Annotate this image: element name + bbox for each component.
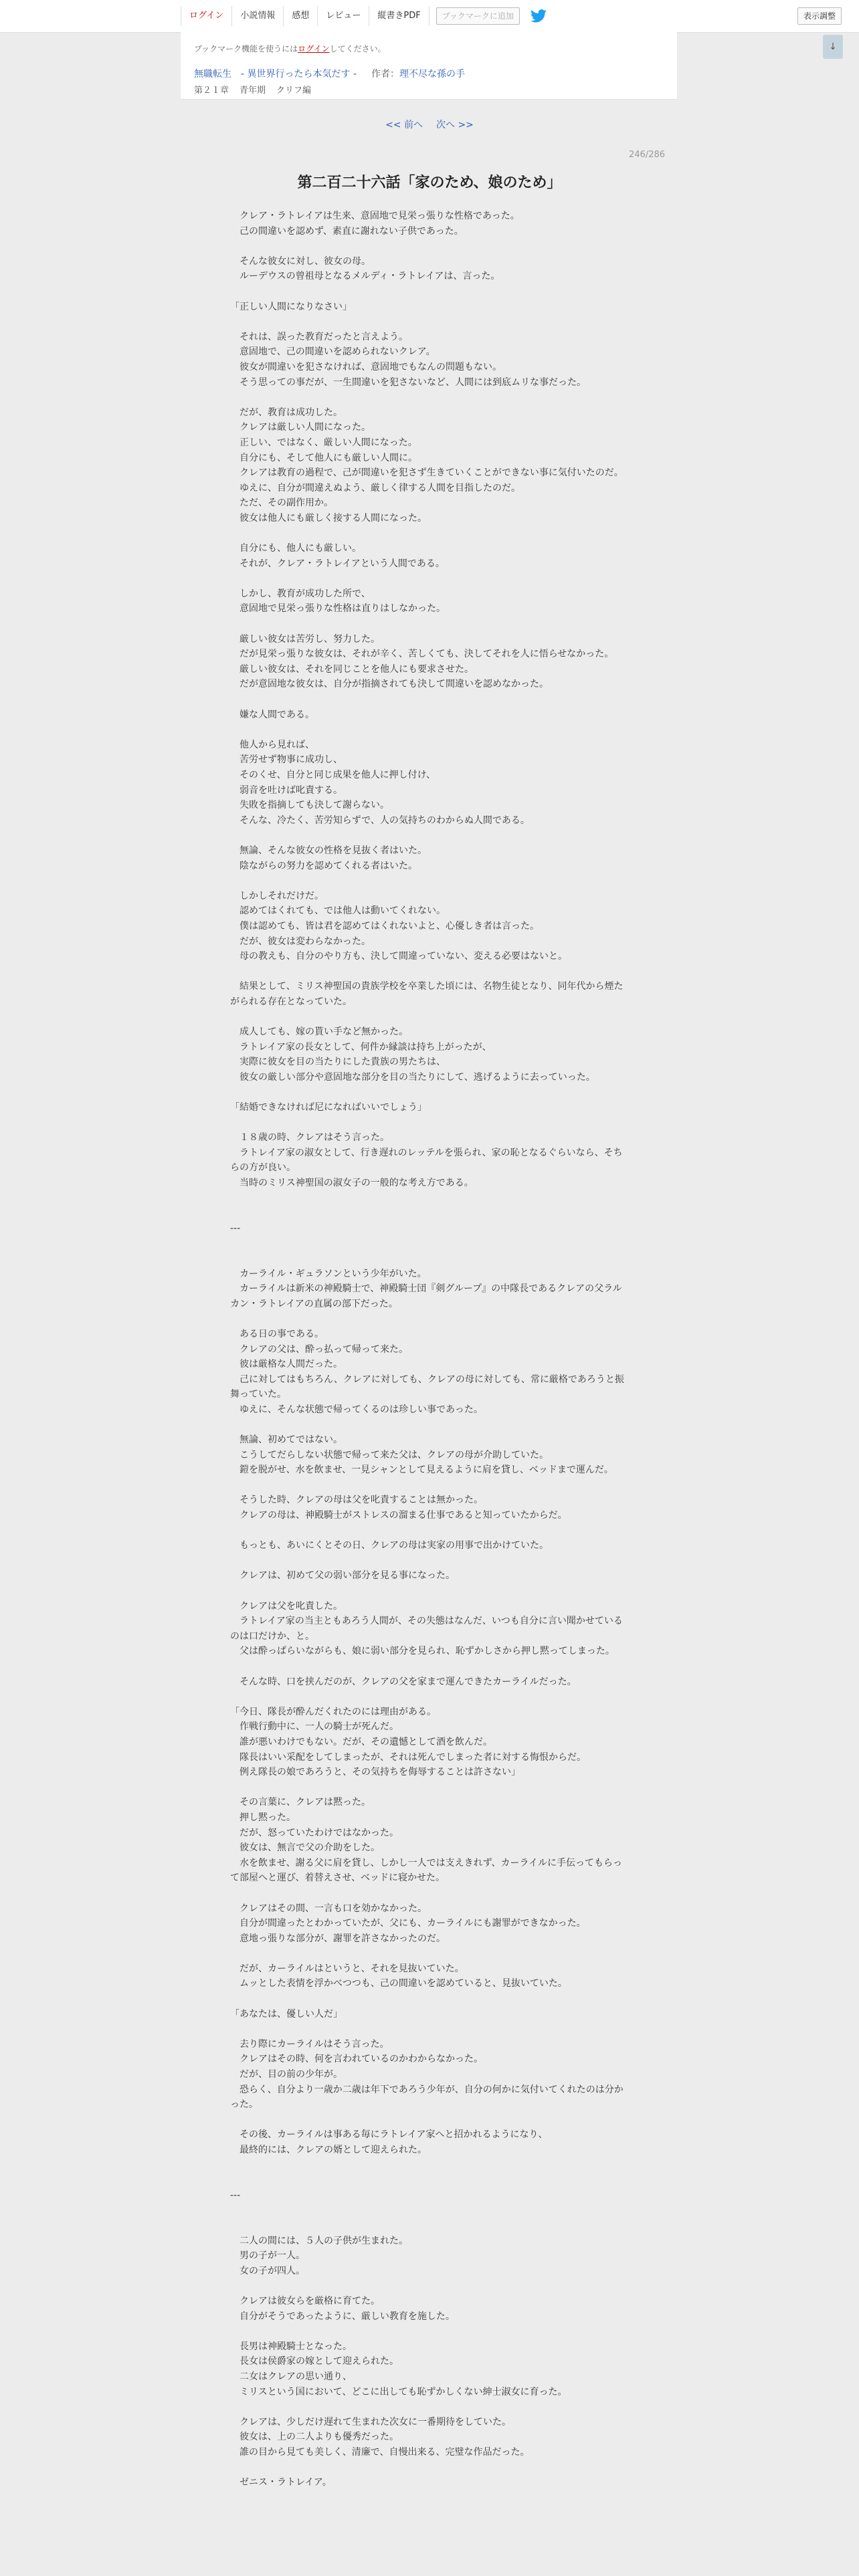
body-line: 誰が悪いわけでもない。だが、その遺憾として酒を飲んだ。 xyxy=(230,1736,492,1747)
main-nav xyxy=(181,6,547,26)
body-line: 二女はクレアの思い通り、 xyxy=(230,2371,352,2382)
body-line xyxy=(230,617,626,632)
body-line: 女の子が四人。 xyxy=(230,2265,305,2276)
body-line xyxy=(230,239,626,254)
body-line: そんな、冷たく、苦労知らずで、人の気持ちのわからぬ人間である。 xyxy=(230,815,530,826)
body-line: そのくせ、自分と同じ成果を他人に押し付け、 xyxy=(230,769,436,780)
body-line xyxy=(230,1191,626,1206)
next-episode-link[interactable]: 次へ >> xyxy=(436,120,474,130)
body-line: 彼女の厳しい部分や意固地な部分を目の当たりにして、逃げるように去っていった。 xyxy=(230,1071,595,1083)
body-line: 例え隊長の娘であろうと、その気持ちを侮辱することは許さない」 xyxy=(230,1767,520,1778)
body-line xyxy=(230,1523,626,1539)
body-line: こうしてだらしない状態で帰って来た父は、クレアの母が介助していた。 xyxy=(230,1449,549,1461)
body-line: 弱音を吐けば叱責する。 xyxy=(230,784,343,796)
twitter-bird-icon[interactable] xyxy=(531,9,547,23)
body-line: しかし、教育が成功した所で、 xyxy=(230,588,371,599)
body-line: １８歳の時、クレアはそう言った。 xyxy=(230,1132,389,1144)
chapter-breadcrumb xyxy=(194,83,322,96)
body-line: そう思っての事だが、一生間違いを犯さないなど、人間には到底ムリな事だった。 xyxy=(230,377,586,388)
body-line: ただ、その副作用か。 xyxy=(230,498,333,509)
body-line xyxy=(230,1992,626,2007)
body-line xyxy=(230,1689,626,1705)
body-line: ある日の事である。 xyxy=(230,1328,324,1339)
body-line: ムッとした表情を浮かべつつも、己の間違いを認めていると、見抜いていた。 xyxy=(230,1978,567,1990)
author-link[interactable]: 理不尽な孫の手 xyxy=(399,69,466,80)
body-line: ゆえに、そんな状態で帰ってくるのは珍しい事であった。 xyxy=(230,1404,483,1415)
body-line: 彼女は他人にも厳しく接する人間になった。 xyxy=(230,512,427,524)
body-line: 誰の目から見ても美しく、清廉で、自慢出来る、完璧な作品だった。 xyxy=(230,2446,530,2458)
body-line: 自分がそうであったように、厳しい教育を施した。 xyxy=(230,2311,455,2322)
body-line: ミリスという国において、どこに出しても恥ずかしくない紳士淑女に育った。 xyxy=(230,2386,567,2397)
note-suffix: してください。 xyxy=(329,44,386,53)
body-line: ラトレイア家の長女として、何件か縁談は持ち上がったが、 xyxy=(230,1041,492,1053)
body-line xyxy=(230,2399,626,2415)
body-line xyxy=(230,964,626,980)
prev-episode-link[interactable]: << 前へ xyxy=(385,120,423,130)
body-line: 二人の間には、５人の子供が生まれた。 xyxy=(230,2235,408,2246)
body-line xyxy=(230,1115,626,1131)
body-line: それが、クレア・ラトレイアという人間である。 xyxy=(230,558,445,569)
body-line xyxy=(230,1418,626,1433)
body-line xyxy=(230,722,626,738)
impressions-link[interactable]: 感想 xyxy=(284,6,318,26)
body-line: 押し黙った。 xyxy=(230,1812,296,1823)
scroll-down-button[interactable]: ↓ xyxy=(823,35,843,59)
body-line xyxy=(230,2324,626,2339)
body-line xyxy=(230,1946,626,1961)
body-line: 実際に彼女を目の当たりにした貴族の男たちは、 xyxy=(230,1057,446,1068)
body-line xyxy=(230,1206,626,1221)
body-line xyxy=(230,1553,626,1569)
body-line: 意固地で、己の間違いを認められないクレア。 xyxy=(230,346,436,358)
body-line: --- xyxy=(230,1222,241,1234)
body-line: 恐らく、自分より一歳か二歳は年下であろう少年が、自分の何かに気付いてくれたのは分かった。 xyxy=(230,2084,624,2111)
body-line: 嫌な人間である。 xyxy=(230,709,314,720)
novel-info-box xyxy=(181,32,677,100)
novel-title-row xyxy=(194,67,465,80)
body-line: 自分にも、他人にも厳しい。 xyxy=(230,543,361,554)
body-line: 意地っ張りな部分が、謝罪を許さなかったのだ。 xyxy=(230,1933,446,1944)
body-line: そうした時、クレアの母は父を叱責することは無かった。 xyxy=(230,1495,483,1506)
body-line xyxy=(230,2113,626,2128)
body-line: 長女は侯爵家の嫁として迎えられた。 xyxy=(230,2356,399,2367)
body-line: 他人から見れば、 xyxy=(230,739,314,750)
body-line: 自分にも、そして他人にも厳しい人間に。 xyxy=(230,452,417,463)
body-line: 「結婚できなければ尼になればいいでしょう」 xyxy=(230,1102,427,1113)
body-line xyxy=(230,390,626,405)
episode-title: 第二百二十六話「家のため、娘のため」 xyxy=(297,175,562,191)
body-line: 彼女は、無言で父の介助をした。 xyxy=(230,1842,380,1854)
note-login-link[interactable]: ログイン xyxy=(298,44,330,53)
body-line xyxy=(230,1780,626,1796)
body-line: クレアは、初めて父の弱い部分を見る事になった。 xyxy=(230,1570,455,1582)
body-line xyxy=(230,1311,626,1327)
body-line: 「あなたは、優しい人だ」 xyxy=(230,2008,343,2020)
body-line xyxy=(230,2022,626,2037)
body-line: 彼女は、上の二人よりも優秀だった。 xyxy=(230,2432,399,2443)
body-line xyxy=(230,1886,626,1901)
body-line xyxy=(230,828,626,843)
body-line xyxy=(230,1009,626,1025)
body-line: 無論、初めてではない。 xyxy=(230,1434,343,1446)
body-line: 己に対してはもちろん、クレアに対しても、クレアの母に対しても、常に厳格であろうと振舞っていた。 xyxy=(230,1374,624,1400)
arc-label: 青年期 xyxy=(240,86,266,96)
body-line: だが、カーライルはというと、それを見抜いていた。 xyxy=(230,1963,464,1974)
body-line: 作戦行動中に、一人の騎士が死んだ。 xyxy=(230,1721,399,1733)
body-line: だが意固地な彼女は、自分が指摘されても決して間違いを認めなかった。 xyxy=(230,679,549,690)
body-line: カーライル・ギュラソンという少年がいた。 xyxy=(230,1268,427,1279)
display-settings-button[interactable]: 表示調整 xyxy=(797,7,842,25)
body-line: クレアは厳しい人間になった。 xyxy=(230,422,371,433)
body-line: クレアの母は、神殿騎士がストレスの溜まる仕事であると知っていたからだ。 xyxy=(230,1510,567,1521)
body-line: 陰ながらの努力を認めてくれる者はいた。 xyxy=(230,860,417,871)
body-line: 失敗を指摘しても決して謝らない。 xyxy=(230,800,389,811)
body-line: カーライルは新米の神殿騎士で、神殿騎士団『剣グループ』の中隊長であるクレアの父ラルカン・ラトレイアの直属の部下だった。 xyxy=(230,1283,622,1309)
novel-body xyxy=(230,209,626,2490)
body-line: 最終的には、クレアの婿として迎えられた。 xyxy=(230,2145,427,2155)
author-label: 作者： xyxy=(371,69,400,80)
episode-number: 246/286 xyxy=(629,150,666,160)
body-line: クレアは教育の過程で、己が間違いを犯さず生きていくことができない事に気付いたのだ。 xyxy=(230,467,624,479)
body-line: クレアは彼女らを厳格に育てた。 xyxy=(230,2295,380,2306)
body-line: 父は酔っぱらいながらも、娘に弱い部分を見られ、恥ずかしさから押し黙ってしまった。 xyxy=(230,1646,615,1657)
body-line: 当時のミリス神聖国の淑女子の一般的な考え方である。 xyxy=(230,1178,474,1188)
body-line: 苦労せず物事に成功し、 xyxy=(230,754,343,766)
body-line: 認めてはくれても、では他人は動いてくれない。 xyxy=(230,905,446,917)
body-line xyxy=(230,2158,626,2173)
body-line: 己の間違いを認めず、素直に謝れない子供であった。 xyxy=(230,225,464,237)
body-line: ゼニス・ラトレイア。 xyxy=(230,2477,332,2488)
body-line: 成人しても、嫁の貰い手など無かった。 xyxy=(230,1027,408,1038)
body-line xyxy=(230,692,626,708)
body-line: クレアは、少しだけ遅れて生まれた次女に一番期待をしていた。 xyxy=(230,2416,511,2428)
body-line: 意固地で見栄っ張りな性格は直りはしなかった。 xyxy=(230,603,446,615)
body-line xyxy=(230,2173,626,2188)
body-line: 彼は厳格な人間だった。 xyxy=(230,1359,343,1370)
body-line: その言葉に、クレアは黙った。 xyxy=(230,1797,371,1808)
body-line: クレア・ラトレイアは生来、意固地で見栄っ張りな性格であった。 xyxy=(230,211,520,221)
body-line: だが、彼女は変わらなかった。 xyxy=(230,936,371,947)
body-line xyxy=(230,1236,626,1251)
body-line xyxy=(230,2218,626,2234)
body-line: 彼女が間違いを犯さなければ、意固地でもなんの問題もない。 xyxy=(230,361,502,372)
body-line xyxy=(230,314,626,330)
novel-title-link[interactable]: 無職転生 - 異世界行ったら本気だす - xyxy=(194,69,357,80)
body-line: だが、怒っていたわけではなかった。 xyxy=(230,1827,399,1838)
body-line: ルーデウスの曾祖母となるメルディ・ラトレイアは、言った。 xyxy=(230,271,500,282)
body-line: 結果として、ミリス神聖国の貴族学校を卒業した頃には、名物生徒となり、同年代から煙たがられる存在となっていた。 xyxy=(230,981,624,1007)
novel-info-link[interactable]: 小説情報 xyxy=(232,6,284,26)
body-line: クレアは父を叱責した。 xyxy=(230,1600,343,1612)
body-line: 厳しい彼女は苦労し、努力した。 xyxy=(230,633,380,645)
body-line: もっとも、あいにくとその日、クレアの母は実家の用事で出かけていた。 xyxy=(230,1540,549,1551)
body-line: そんな彼女に対し、彼女の母。 xyxy=(230,255,371,267)
body-line xyxy=(230,1478,626,1493)
body-line: その後、カーライルは事ある毎にラトレイア家へと招かれるようになり、 xyxy=(230,2129,548,2141)
note-prefix: ブックマーク機能を使うには xyxy=(194,44,298,53)
body-line: クレアはその間、一言も口を効かなかった。 xyxy=(230,1903,427,1914)
body-line: ゆえに、自分が間違えぬよう、厳しく律する人間を目指したのだ。 xyxy=(230,482,520,494)
episode-pager xyxy=(0,118,859,131)
body-line: 自分が間違ったとわかっていたが、父にも、カーライルにも謝罪ができなかった。 xyxy=(230,1918,586,1929)
body-line: 「正しい人間になりなさい」 xyxy=(230,301,352,312)
add-bookmark-button[interactable]: ブックマークに追加 xyxy=(436,7,520,25)
body-line xyxy=(230,2460,626,2475)
body-line xyxy=(230,2203,626,2218)
login-link[interactable]: ログイン xyxy=(181,6,232,26)
body-line: 水を飲ませ、謝る父に肩を貸し、しかし一人では支えきれず、カーライルに手伝ってもらって部屋へと運び、着替えさせ、ベッドに寝かせた。 xyxy=(230,1857,623,1884)
body-line xyxy=(230,526,626,541)
body-line: それは、誤った教育だったと言えよう。 xyxy=(230,331,408,342)
body-line: 無論、そんな彼女の性格を見抜く者はいた。 xyxy=(230,845,427,856)
body-line: 正しい、ではなく、厳しい人間になった。 xyxy=(230,437,417,448)
vertical-pdf-link[interactable]: 縦書きPDF xyxy=(369,6,429,26)
body-line: だが見栄っ張りな彼女は、それが辛く、苦しくても、決してそれを人に悟らせなかった。 xyxy=(230,649,614,660)
body-line: 長男は神殿騎士となった。 xyxy=(230,2341,352,2352)
chapter-label: 第２１章 xyxy=(194,86,229,96)
body-line xyxy=(230,1659,626,1675)
body-line: --- xyxy=(230,2189,241,2201)
body-line xyxy=(230,2278,626,2294)
body-line: 厳しい彼女は、それを同じことを他人にも要求させた。 xyxy=(230,663,474,675)
body-line: だが、目の前の少年が。 xyxy=(230,2069,343,2080)
body-line: 僕は認めても、皆は君を認めてはくれないよと、心優しき者は言った。 xyxy=(230,920,539,932)
body-line: そんな時、口を挟んだのが、クレアの父を家まで運んできたカーライルだった。 xyxy=(230,1676,577,1687)
body-line: ラトレイア家の当主ともあろう人間が、その失態はなんだ、いつも自分に言い聞かせているのは口だけか、と。 xyxy=(230,1616,623,1642)
body-line: だが、教育は成功した。 xyxy=(230,407,343,418)
bookmark-login-note xyxy=(194,43,386,54)
body-line xyxy=(230,1085,626,1100)
body-line xyxy=(230,284,626,300)
top-bar xyxy=(0,0,859,33)
body-line: 鎧を脱がせ、水を飲ませ、一見シャンとして見えるように肩を貸し、ベッドまで運んだ。 xyxy=(230,1465,613,1476)
body-line: 母の教えも、自分のやり方も、決して間違っていない、変える必要はないと。 xyxy=(230,951,567,962)
body-line: ラトレイア家の淑女として、行き遅れのレッテルを張られ、家の恥となるぐらいなら、そちらの方が良い。 xyxy=(230,1147,623,1174)
review-link[interactable]: レビュー xyxy=(318,6,369,26)
body-line: 「今日、隊長が酔んだくれたのには理由がある。 xyxy=(230,1706,436,1717)
body-line xyxy=(230,571,626,586)
sub-arc-label: クリフ編 xyxy=(276,86,312,96)
body-line: 去り際にカーライルはそう言った。 xyxy=(230,2038,389,2050)
body-line: しかしそれだけだ。 xyxy=(230,890,324,901)
body-line: クレアはその時、何を言われているのかわからなかった。 xyxy=(230,2054,483,2065)
body-line xyxy=(230,873,626,889)
body-line: 隊長はいい采配をしてしまったが、それは死んでしまった者に対する悔恨からだ。 xyxy=(230,1751,586,1763)
body-line: 男の子が一人。 xyxy=(230,2250,305,2262)
body-line xyxy=(230,1584,626,1599)
body-line: クレアの父は、酔っ払って帰って来た。 xyxy=(230,1344,408,1355)
body-line xyxy=(230,1251,626,1267)
